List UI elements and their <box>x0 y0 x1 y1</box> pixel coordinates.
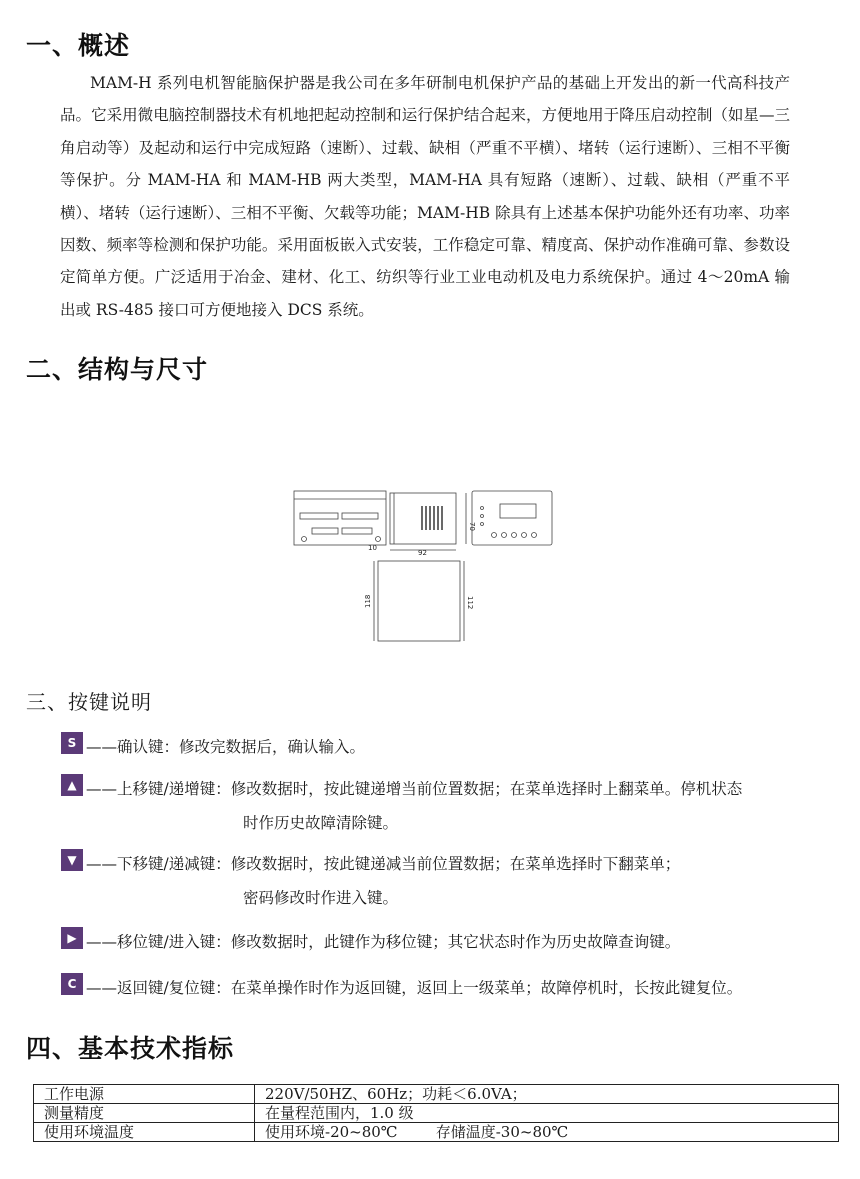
table-row <box>34 1085 839 1104</box>
down-key-icon: ▼ <box>61 849 83 871</box>
side-view-drawing <box>390 493 466 550</box>
dimension-drawing <box>290 486 560 648</box>
dim-panel-outer-label: 118 <box>364 594 372 608</box>
section-title-overview: 一、概述 <box>26 31 131 60</box>
key-desc-down: ——下移键/递减键：修改数据时，按此键递减当前位置数据；在菜单选择时下翻菜单； <box>86 855 681 873</box>
section-title-specs: 四、基本技术指标 <box>26 1034 235 1063</box>
key-desc-up-cont: 时作历史故障清除键。 <box>243 814 399 832</box>
table-row <box>34 1104 839 1123</box>
section-title-keys: 三、按键说明 <box>26 690 152 714</box>
spec-label: 测量精度 <box>34 1104 255 1123</box>
key-desc-back: ——返回键/复位键：在菜单操作时作为返回键，返回上一级菜单；故障停机时，长按此键复位。 <box>86 979 743 997</box>
spec-label: 工作电源 <box>34 1085 255 1104</box>
key-desc-up: ——上移键/递增键：修改数据时，按此键递增当前位置数据；在菜单选择时上翻菜单。停机状态 <box>86 780 743 798</box>
spec-value: 在量程范围内，1.0 级 <box>255 1104 839 1123</box>
dim-height-label: 70 <box>468 522 476 531</box>
dim-panel-inner-label: 112 <box>466 596 474 610</box>
confirm-key-icon: S <box>61 732 83 754</box>
spec-label: 使用环境温度 <box>34 1123 255 1142</box>
front-panel-drawing <box>472 491 552 545</box>
specs-table <box>33 1084 839 1142</box>
up-key-icon: ▲ <box>61 774 83 796</box>
spec-value: 使用环境-20~80℃ 存储温度-30~80℃ <box>255 1123 839 1142</box>
table-row <box>34 1123 839 1142</box>
back-key-icon: C <box>61 973 83 995</box>
spec-value: 220V/50HZ、60Hz；功耗＜6.0VA； <box>255 1085 839 1104</box>
overview-paragraph: MAM-H 系列电机智能脑保护器是我公司在多年研制电机保护产品的基础上开发出的新一代高科技产品。它采用微电脑控制器技术有机地把起动控制和运行保护结合起来，方便地用于降压启动控制（如星—三角启动等）及起动和运行中完成短路（速断）、过载、缺相（严重不平横）、堵转（运行速断）、三相不平衡等保护。分 MAM-HA 和 MAM-HB 两大类型，MAM-HA 具有短路（速断）、过载、缺相（严重不平横）、堵转（运行速断）、三相不平衡、欠载等功能；MAM-HB 除具有上述基本保护功能外还有功率、功率因数、频率等检测和保护功能。采用面板嵌入式安装，工作稳定可靠、精度高、保护动作准确可靠、参数设定简单方便。广泛适用于冶金、建材、化工、纺织等行业工业电动机及电力系统保护。通过 4～20mA 输出或 RS-485 接口可方便地接入 DCS 系统。 <box>60 74 790 319</box>
key-desc-down-cont: 密码修改时作进入键。 <box>243 889 399 907</box>
cutout-view-drawing <box>374 561 464 641</box>
back-view-drawing <box>294 491 386 545</box>
key-desc-right: ——移位键/进入键：修改数据时，此键作为移位键；其它状态时作为历史故障查询键。 <box>86 933 681 951</box>
dim-depth-label: 10 <box>368 544 377 552</box>
section-title-structure: 二、结构与尺寸 <box>26 355 209 384</box>
right-key-icon: ▶ <box>61 927 83 949</box>
key-desc-confirm: ——确认键：修改完数据后，确认输入。 <box>86 738 366 756</box>
dim-width-label: 92 <box>418 549 427 557</box>
